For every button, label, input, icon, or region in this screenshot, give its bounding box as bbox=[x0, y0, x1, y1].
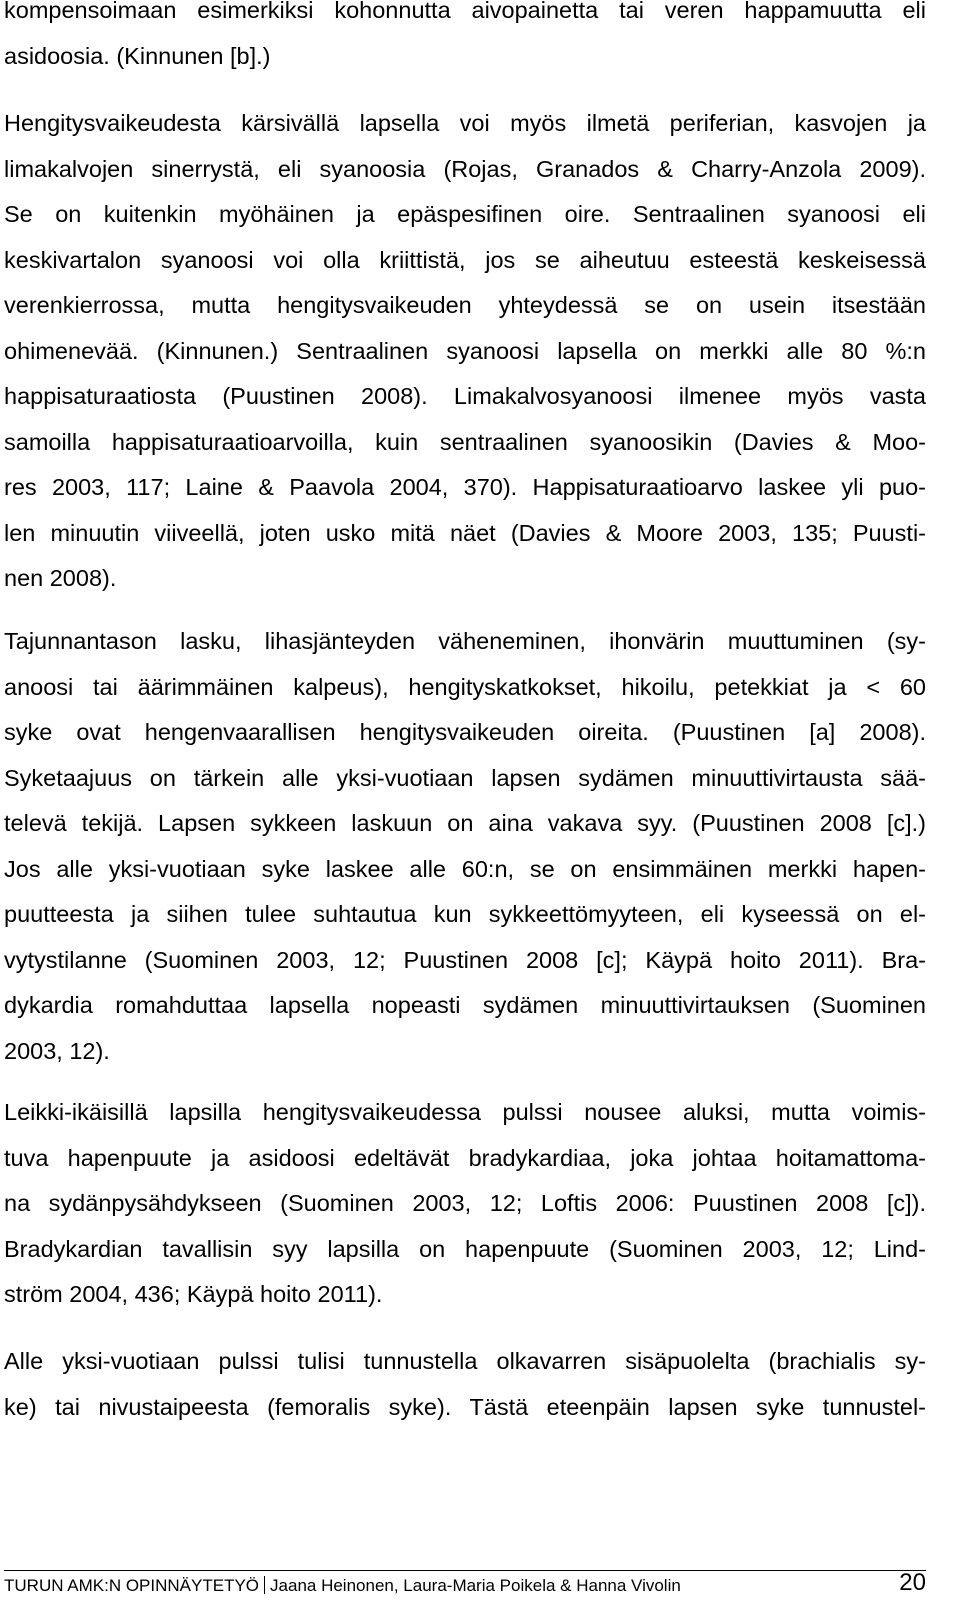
paragraph-1 bbox=[4, 0, 926, 79]
text-line: Tajunnantason lasku, lihasjänteyden väheneminen, ihonvärin muuttuminen (sy- bbox=[4, 628, 926, 654]
text-line: res 2003, 117; Laine & Paavola 2004, 370). Happisaturaatioarvo laskee yli puo- bbox=[4, 474, 926, 500]
text-line: happisaturaatiosta (Puustinen 2008). Limakalvosyanoosi ilmenee myös vasta bbox=[4, 383, 926, 409]
footer-divider bbox=[4, 1570, 926, 1571]
footer-publication: TURUN AMK:N OPINNÄYTETYÖ bbox=[4, 1576, 260, 1595]
text-line: ström 2004, 436; Käypä hoito 2011). bbox=[4, 1281, 383, 1307]
text-line: Jos alle yksi-vuotiaan syke laskee alle 60:n, se on ensimmäinen merkki hapen- bbox=[4, 855, 926, 882]
text-line: nen 2008). bbox=[4, 565, 117, 591]
text-line: tuva hapenpuute ja asidoosi edeltävät bradykardiaa, joka johtaa hoitamattoma- bbox=[4, 1144, 926, 1171]
text-line: len minuutin viiveellä, joten usko mitä näet (Davies & Moore 2003, 135; Puusti- bbox=[4, 519, 926, 546]
text-line: Syketaajuus on tärkein alle yksi-vuotiaan lapsen sydämen minuuttivirtausta sää- bbox=[4, 764, 926, 791]
text-line: Leikki-ikäisillä lapsilla hengitysvaikeudessa pulssi nousee aluksi, mutta voimis- bbox=[4, 1099, 926, 1125]
text-line: samoilla happisaturaatioarvoilla, kuin sentraalinen syanoosikin (Davies & Moo- bbox=[4, 428, 926, 455]
text-line: limakalvojen sinerrystä, eli syanoosia (Rojas, Granados & Charry-Anzola 2009). bbox=[4, 155, 926, 182]
footer-text bbox=[4, 1574, 681, 1598]
paragraph-5 bbox=[4, 1339, 926, 1430]
page-footer bbox=[4, 1570, 926, 1600]
text-line: kompensoimaan esimerkiksi kohonnutta aivopainetta tai veren happamuutta eli bbox=[4, 0, 926, 23]
paragraph-2 bbox=[4, 101, 926, 602]
text-line: Se on kuitenkin myöhäinen ja epäspesifinen oire. Sentraalinen syanoosi eli bbox=[4, 201, 926, 227]
text-line: 2003, 12). bbox=[4, 1037, 110, 1064]
text-line: dykardia romahduttaa lapsella nopeasti sydämen minuuttivirtauksen (Suominen bbox=[4, 992, 926, 1018]
text-line: ke) tai nivustaipeesta (femoralis syke). Tästä eteenpäin lapsen syke tunnustel- bbox=[4, 1393, 926, 1420]
text-line: Alle yksi-vuotiaan pulssi tulisi tunnustella olkavarren sisäpuolelta (brachialis sy- bbox=[4, 1348, 926, 1374]
paragraph-4 bbox=[4, 1090, 926, 1318]
text-line: televä tekijä. Lapsen sykkeen laskuun on aina vakava syy. (Puustinen 2008 [c].) bbox=[4, 810, 926, 836]
footer-authors: Jaana Heinonen, Laura-Maria Poikela & Hanna Vivolin bbox=[270, 1576, 681, 1595]
page-number: 20 bbox=[899, 1569, 926, 1596]
text-line: na sydänpysähdykseen (Suominen 2003, 12; Loftis 2006: Puustinen 2008 [c]). bbox=[4, 1190, 926, 1216]
text-line: keskivartalon syanoosi voi olla kriittistä, jos se aiheutuu esteestä keskeisessä bbox=[4, 246, 926, 273]
text-line: vytystilanne (Suominen 2003, 12; Puustinen 2008 [c]; Käypä hoito 2011). Bra- bbox=[4, 946, 926, 973]
text-line: ohimenevää. (Kinnunen.) Sentraalinen syanoosi lapsella on merkki alle 80 %:n bbox=[4, 337, 926, 364]
text-line: puutteesta ja siihen tulee suhtautua kun sykkeettömyyteen, eli kyseessä on el- bbox=[4, 901, 926, 927]
text-line: asidoosia. (Kinnunen [b].) bbox=[4, 42, 271, 69]
text-line: Hengitysvaikeudesta kärsivällä lapsella voi myös ilmetä periferian, kasvojen ja bbox=[4, 110, 926, 136]
paragraph-3 bbox=[4, 619, 926, 1074]
text-line: syke ovat hengenvaarallisen hengitysvaikeuden oireita. (Puustinen [a] 2008). bbox=[4, 719, 926, 745]
footer-separator bbox=[264, 1576, 265, 1594]
text-line: verenkierrossa, mutta hengitysvaikeuden yhteydessä se on usein itsestään bbox=[4, 292, 926, 318]
text-line: Bradykardian tavallisin syy lapsilla on hapenpuute (Suominen 2003, 12; Lind- bbox=[4, 1235, 926, 1262]
text-line: anoosi tai äärimmäinen kalpeus), hengityskatkokset, hikoilu, petekkiat ja < 60 bbox=[4, 673, 926, 700]
